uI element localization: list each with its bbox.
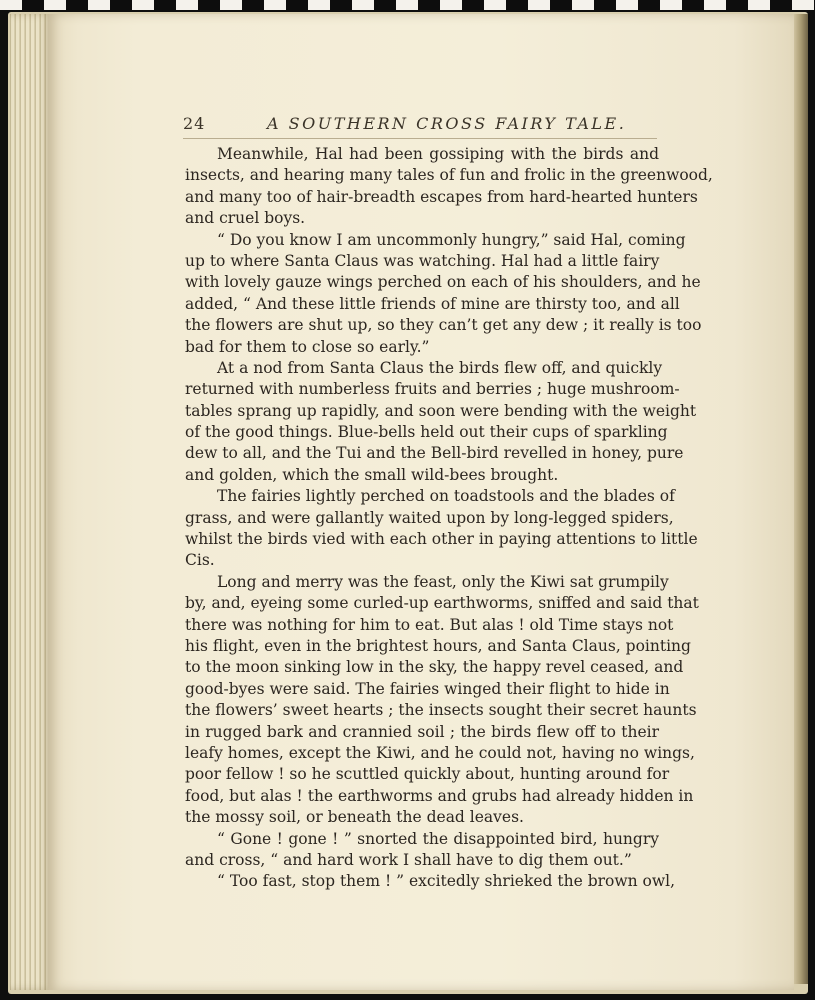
text-line: Meanwhile, Hal had been gossiping with the birds and: [217, 145, 659, 163]
text-line: Long and merry was the feast, only the Kiwi sat grumpily: [217, 572, 669, 591]
text-line: and many too of hair-breadth escapes from hard-hearted hunters: [185, 187, 698, 206]
text-line: by, and, eyeing some curled-up earthworms, sniffed and said that: [185, 594, 699, 613]
text-line: in rugged bark and crannied soil ; the birds flew off to their: [185, 722, 659, 741]
text-line: whilst the birds vied with each other in paying attentions to little: [185, 530, 698, 549]
text-line: up to where Santa Claus was watching. Hal had a little fairy: [185, 251, 660, 270]
paragraph: [185, 871, 676, 892]
paragraph: [185, 144, 713, 230]
text-line: “ Do you know I am uncommonly hungry,” said Hal, coming: [217, 230, 686, 249]
paragraph: [185, 230, 702, 358]
page-leaf-edges: [10, 14, 50, 990]
text-line: grass, and were gallantly waited upon by long-legged spiders,: [185, 508, 674, 527]
text-line: his flight, even in the brightest hours, and Santa Claus, pointing: [185, 636, 691, 655]
text-line: to the moon sinking low in the sky, the happy revel ceased, and: [185, 658, 684, 677]
text-line: Cis.: [185, 551, 215, 570]
text-line: insects, and hearing many tales of fun and frolic in the greenwood,: [185, 166, 713, 185]
paragraph: [185, 829, 659, 872]
header-title: A SOUTHERN CROSS FAIRY TALE.: [267, 114, 627, 133]
text-line: dew to all, and the Tui and the Bell-bird revelled in honey, pure: [185, 444, 684, 463]
scan-ruler: [0, 0, 815, 10]
text-line: “ Too fast, stop them ! ” excitedly shrieked the brown owl,: [217, 872, 676, 891]
text-line: the flowers’ sweet hearts ; the insects sought their secret haunts: [185, 701, 697, 720]
text-line: leafy homes, except the Kiwi, and he could not, having no wings,: [185, 743, 695, 762]
text-line: good-byes were said. The fairies winged their flight to hide in: [185, 679, 670, 698]
text-line: returned with numberless fruits and berries ; huge mushroom-: [185, 380, 680, 399]
text-line: poor fellow ! so he scuttled quickly about, hunting around for: [185, 765, 670, 784]
text-line: “ Gone ! gone ! ” snorted the disappointed bird, hungry: [217, 829, 659, 848]
text-line: and cross, “ and hard work I shall have to dig them out.”: [185, 850, 632, 869]
text-line: and cruel boys.: [185, 209, 306, 228]
text-line: tables sprang up rapidly, and soon were bending with the weight: [185, 401, 697, 420]
page-number: 24: [183, 114, 206, 133]
text-line: added, “ And these little friends of mine are thirsty too, and all: [185, 294, 680, 313]
text-line: with lovely gauze wings perched on each of his shoulders, and he: [185, 273, 701, 292]
text-line: the mossy soil, or beneath the dead leaves.: [185, 808, 524, 827]
text-line: and golden, which the small wild-bees brought.: [185, 465, 559, 484]
book-right-edge: [794, 14, 808, 984]
text-line: The fairies lightly perched on toadstools and the blades of: [217, 487, 675, 506]
running-head: [183, 112, 657, 136]
paragraph: [185, 358, 697, 486]
text-line: the flowers are shut up, so they can’t get any dew ; it really is too: [185, 316, 702, 335]
text-line: At a nod from Santa Claus the birds flew off, and quickly: [217, 358, 663, 377]
text-line: there was nothing for him to eat. But alas ! old Time stays not: [185, 615, 674, 634]
header-rule: [183, 138, 657, 139]
body-text: [185, 144, 713, 893]
text-line: food, but alas ! the earthworms and grubs had already hidden in: [185, 786, 694, 805]
paragraph: [185, 572, 699, 829]
text-line: bad for them to close so early.”: [185, 337, 430, 356]
text-line: of the good things. Blue-bells held out their cups of sparkling: [185, 423, 668, 442]
paragraph: [185, 486, 698, 572]
